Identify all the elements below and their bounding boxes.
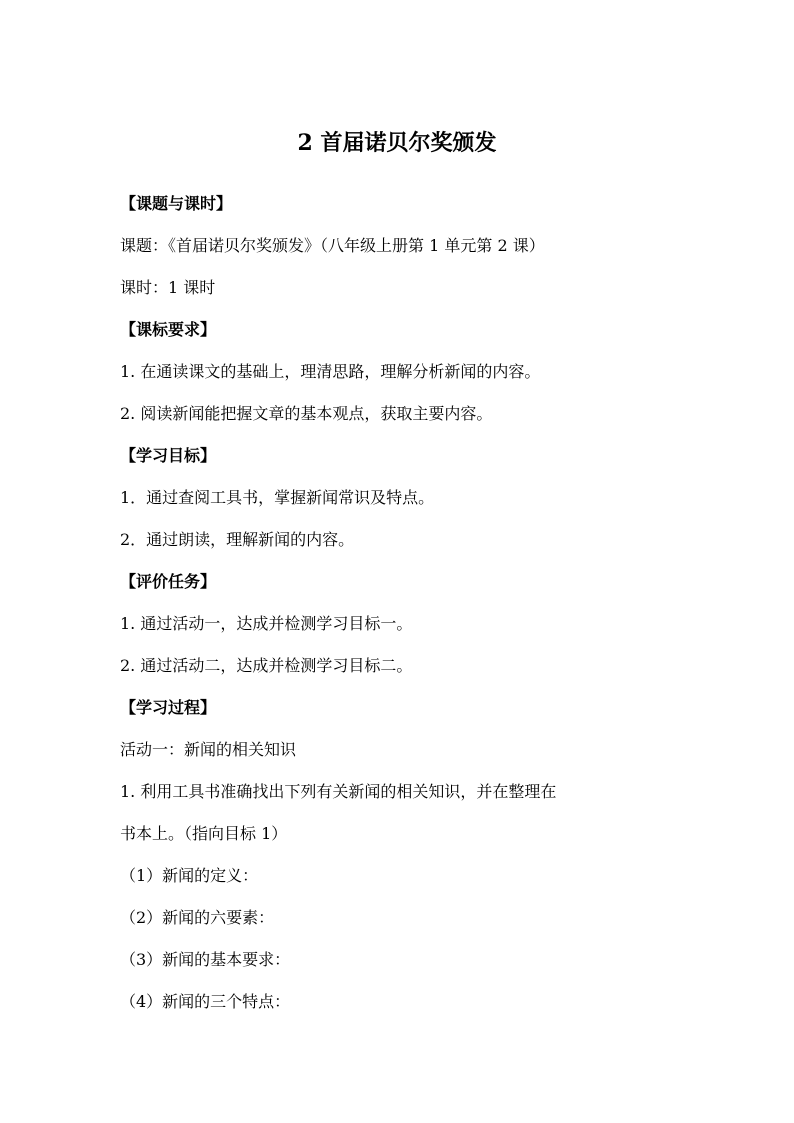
task-1-line-1: 1. 利用工具书准确找出下列有关新闻的相关知识，并在整理在 [120, 782, 557, 801]
assessment-item-1: 1. 通过活动一，达成并检测学习目标一。 [120, 614, 413, 633]
question-1: （1）新闻的定义： [120, 866, 259, 885]
period-line: 课时：1 课时 [120, 278, 216, 297]
question-2: （2）新闻的六要素： [120, 908, 275, 927]
activity-1-title: 活动一：新闻的相关知识 [120, 740, 297, 759]
section-heading-process: 【学习过程】 [120, 698, 217, 717]
topic-line: 课题：《首届诺贝尔奖颁发》（八年级上册第 1 单元第 2 课） [120, 236, 545, 255]
assessment-item-2: 2. 通过活动二，达成并检测学习目标二。 [120, 656, 413, 675]
section-heading-topic: 【课题与课时】 [120, 194, 233, 213]
objectives-item-1: 1．通过查阅工具书，掌握新闻常识及特点。 [120, 488, 435, 507]
question-4: （4）新闻的三个特点： [120, 992, 291, 1011]
document-title: 2 首届诺贝尔奖颁发 [297, 130, 497, 156]
question-3: （3）新闻的基本要求： [120, 950, 291, 969]
section-heading-standards: 【课标要求】 [120, 320, 217, 339]
standards-item-2: 2. 阅读新闻能把握文章的基本观点，获取主要内容。 [120, 404, 493, 423]
section-heading-assessment: 【评价任务】 [120, 572, 217, 591]
section-heading-objectives: 【学习目标】 [120, 446, 217, 465]
standards-item-1: 1. 在通读课文的基础上，理清思路，理解分析新闻的内容。 [120, 362, 541, 381]
task-1-line-2: 书本上。（指向目标 1） [120, 824, 288, 843]
objectives-item-2: 2．通过朗读，理解新闻的内容。 [120, 530, 355, 549]
